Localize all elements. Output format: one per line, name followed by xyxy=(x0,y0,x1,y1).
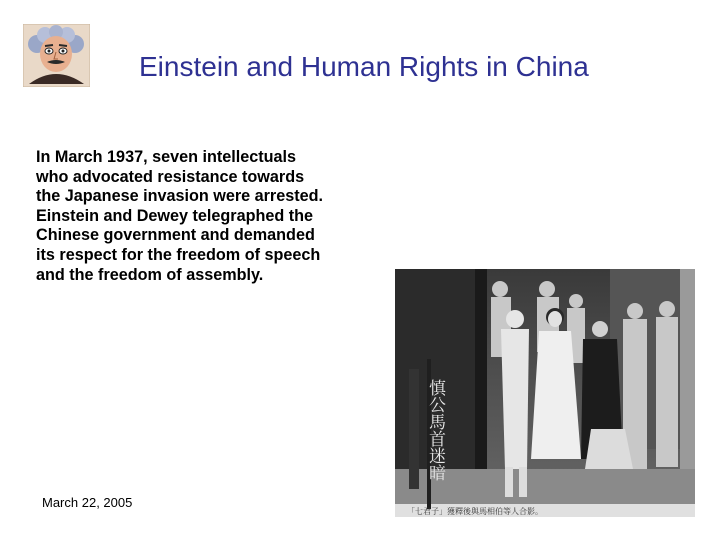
body-line: Chinese government and demanded xyxy=(36,226,315,245)
body-line: and the freedom of assembly. xyxy=(36,265,264,284)
calligraphy-inscription xyxy=(425,379,446,481)
slide-title: Einstein and Human Rights in China xyxy=(139,51,589,82)
body-line: who advocated resistance towards xyxy=(36,167,305,186)
svg-text:「七君子」獲釋後與馬相伯等人合影。: 「七君子」獲釋後與馬相伯等人合影。 xyxy=(407,507,543,516)
svg-text:慎公馬首迷暗: 慎公馬首迷暗 xyxy=(425,379,445,481)
body-line: its respect for the freedom of speech xyxy=(36,245,321,264)
body-line: In March 1937, seven intellectuals xyxy=(36,148,297,166)
slide-body-text xyxy=(36,148,381,285)
historical-group-photo xyxy=(395,269,695,517)
body-line: Einstein and Dewey telegraphed the xyxy=(36,206,314,225)
body-line: the Japanese invasion were arrested. xyxy=(36,187,324,206)
slide-footer-date: March 22, 2005 xyxy=(42,495,133,510)
einstein-cartoon-logo xyxy=(23,24,90,87)
